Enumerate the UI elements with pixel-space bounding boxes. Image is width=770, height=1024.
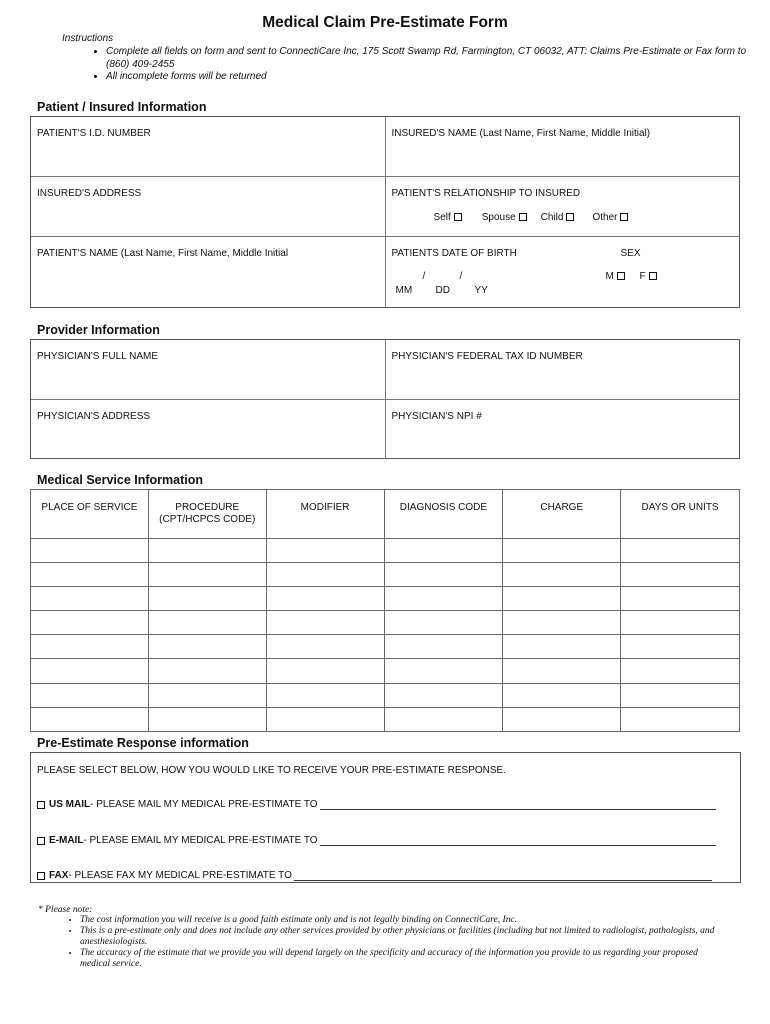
insured-address-field[interactable] xyxy=(31,177,385,236)
form-title: Medical Claim Pre-Estimate Form xyxy=(262,14,508,31)
table-row xyxy=(31,611,740,635)
table-cell[interactable] xyxy=(148,683,266,707)
tax-id-field[interactable] xyxy=(385,340,740,399)
response-box xyxy=(30,752,741,883)
table-cell[interactable] xyxy=(621,659,740,683)
table-cell[interactable] xyxy=(31,659,149,683)
table-cell[interactable] xyxy=(384,539,503,563)
fax-option[interactable] xyxy=(37,870,712,881)
table-cell[interactable] xyxy=(621,635,740,659)
response-prompt: PLEASE SELECT BELOW, HOW YOU WOULD LIKE TO RECEIVE YOUR PRE-ESTIMATE RESPONSE. xyxy=(37,765,507,776)
table-cell[interactable] xyxy=(148,707,266,731)
patient-id-field[interactable] xyxy=(31,117,385,176)
table-cell[interactable] xyxy=(503,707,621,731)
checkbox-icon[interactable] xyxy=(566,213,574,221)
col-charge: CHARGE xyxy=(503,490,621,539)
table-cell[interactable] xyxy=(384,611,503,635)
col-place-of-service: PLACE OF SERVICE xyxy=(31,490,149,539)
table-cell[interactable] xyxy=(621,539,740,563)
table-cell[interactable] xyxy=(384,707,503,731)
insured-name-field[interactable] xyxy=(385,117,740,176)
checkbox-icon[interactable] xyxy=(454,213,462,221)
physician-name-field[interactable] xyxy=(31,340,385,399)
table-cell[interactable] xyxy=(266,659,384,683)
col-procedure: PROCEDURE (CPT/HCPCS CODE) xyxy=(148,490,266,539)
checkbox-icon[interactable] xyxy=(649,272,657,280)
table-row xyxy=(31,707,740,731)
relationship-self-option[interactable]: Self xyxy=(434,212,462,223)
instructions xyxy=(62,33,770,84)
table-cell[interactable] xyxy=(621,587,740,611)
relationship-child-option[interactable]: Child xyxy=(541,212,575,223)
email-option[interactable] xyxy=(37,835,716,846)
table-cell[interactable] xyxy=(31,611,149,635)
email-text: - PLEASE EMAIL MY MEDICAL PRE-ESTIMATE TO xyxy=(83,835,318,846)
fax-label: FAX xyxy=(49,870,69,881)
table-cell[interactable] xyxy=(621,563,740,587)
fax-number-input[interactable] xyxy=(294,870,712,881)
dob-sex-field xyxy=(385,237,740,307)
instruction-item: • Complete all fields on form and sent to ConnectiCare Inc, 175 Scott Swamp Rd, Farmington, CT 06032, ATT: Claims Pre-Estimate or Fax form to (860) 409-2455 xyxy=(106,46,770,71)
checkbox-icon[interactable] xyxy=(37,801,45,809)
patient-info-box xyxy=(30,116,740,308)
table-cell[interactable] xyxy=(503,635,621,659)
checkbox-icon[interactable] xyxy=(617,272,625,280)
table-cell[interactable] xyxy=(148,635,266,659)
table-cell[interactable] xyxy=(384,659,503,683)
dob-day-label: DD xyxy=(435,285,450,296)
table-row xyxy=(31,683,740,707)
table-row xyxy=(31,587,740,611)
table-row xyxy=(31,635,740,659)
us-mail-label: US MAIL xyxy=(49,799,91,810)
table-cell[interactable] xyxy=(384,563,503,587)
table-cell[interactable] xyxy=(31,683,149,707)
table-cell[interactable] xyxy=(266,539,384,563)
table-cell[interactable] xyxy=(31,539,149,563)
response-section-heading: Pre-Estimate Response information xyxy=(37,736,249,750)
col-days-or-units: DAYS OR UNITS xyxy=(621,490,740,539)
table-cell[interactable] xyxy=(148,659,266,683)
dob-year-label: YY xyxy=(474,285,488,296)
table-cell[interactable] xyxy=(266,635,384,659)
table-cell[interactable] xyxy=(503,539,621,563)
checkbox-icon[interactable] xyxy=(37,837,45,845)
instruction-item: • All incomplete forms will be returned xyxy=(106,71,770,84)
table-cell[interactable] xyxy=(148,563,266,587)
relationship-field xyxy=(385,177,740,236)
service-section-heading: Medical Service Information xyxy=(37,473,204,487)
table-cell[interactable] xyxy=(31,707,149,731)
table-cell[interactable] xyxy=(621,611,740,635)
table-row xyxy=(31,539,740,563)
col-modifier: MODIFIER xyxy=(266,490,384,539)
relationship-spouse-option[interactable]: Spouse xyxy=(482,212,527,223)
note-item: • The accuracy of the estimate that we provide you will depend largely on the specificity and accuracy of the information you provide to us regarding your proposed medical service. xyxy=(80,948,718,970)
email-address-input[interactable] xyxy=(320,835,716,846)
table-cell[interactable] xyxy=(384,683,503,707)
us-mail-option[interactable] xyxy=(37,799,716,810)
notes-label: * Please note: xyxy=(38,905,93,915)
checkbox-icon[interactable] xyxy=(37,872,45,880)
email-label: E-MAIL xyxy=(49,835,84,846)
sex-male-option[interactable]: M xyxy=(606,271,625,282)
sex-female-option[interactable]: F xyxy=(640,271,657,282)
table-row xyxy=(31,563,740,587)
patient-name-field[interactable] xyxy=(31,237,385,307)
instructions-label: Instructions xyxy=(62,33,114,44)
table-cell[interactable] xyxy=(503,563,621,587)
physician-name-label: PHYSICIAN'S FULL NAME xyxy=(37,351,159,362)
table-cell[interactable] xyxy=(621,707,740,731)
dob-label: PATIENTS DATE OF BIRTH xyxy=(391,248,517,259)
col-diagnosis-code: DIAGNOSIS CODE xyxy=(384,490,503,539)
note-item: • This is a pre-estimate only and does not include any other services provided by other physicians or facilities (including but not limited to radiologist, pathologists, and anesthesiologists. xyxy=(80,926,718,948)
table-cell[interactable] xyxy=(266,611,384,635)
table-cell[interactable] xyxy=(384,635,503,659)
dob-month-label: MM xyxy=(395,285,413,296)
patient-section-heading: Patient / Insured Information xyxy=(37,100,207,114)
patient-id-label: PATIENT'S I.D. NUMBER xyxy=(37,128,151,139)
table-cell[interactable] xyxy=(621,683,740,707)
sex-label: SEX xyxy=(620,248,641,259)
insured-name-label: INSURED'S NAME (Last Name, First Name, Middle Initial) xyxy=(391,128,651,139)
table-cell[interactable] xyxy=(148,539,266,563)
table-cell[interactable] xyxy=(31,635,149,659)
table-cell[interactable] xyxy=(266,563,384,587)
physician-address-field[interactable] xyxy=(31,400,385,459)
table-cell[interactable] xyxy=(266,707,384,731)
fax-text: - PLEASE FAX MY MEDICAL PRE-ESTIMATE TO xyxy=(68,870,292,881)
insured-address-label: INSURED'S ADDRESS xyxy=(37,188,142,199)
npi-field[interactable] xyxy=(385,400,740,459)
table-cell[interactable] xyxy=(384,587,503,611)
table-cell[interactable] xyxy=(503,587,621,611)
table-cell[interactable] xyxy=(31,563,149,587)
us-mail-address-input[interactable] xyxy=(320,799,716,810)
provider-section-heading: Provider Information xyxy=(37,323,160,337)
table-cell[interactable] xyxy=(31,587,149,611)
checkbox-icon[interactable] xyxy=(519,213,527,221)
table-cell[interactable] xyxy=(266,587,384,611)
table-cell[interactable] xyxy=(148,611,266,635)
service-table xyxy=(30,489,740,732)
notes-section xyxy=(38,905,718,970)
table-row xyxy=(31,659,740,683)
checkbox-icon[interactable] xyxy=(620,213,628,221)
us-mail-text: - PLEASE MAIL MY MEDICAL PRE-ESTIMATE TO xyxy=(90,799,318,810)
provider-info-box xyxy=(30,339,740,459)
dob-separator: / xyxy=(422,271,426,282)
relationship-other-option[interactable]: Other xyxy=(592,212,628,223)
npi-label: PHYSICIAN'S NPI # xyxy=(391,411,482,422)
note-item: • The cost information you will receive is a good faith estimate only and is not legally binding on ConnectiCare, Inc. xyxy=(80,915,718,926)
relationship-label: PATIENT'S RELATIONSHIP TO INSURED xyxy=(391,188,581,199)
table-cell[interactable] xyxy=(503,611,621,635)
table-cell[interactable] xyxy=(266,683,384,707)
table-cell[interactable] xyxy=(503,683,621,707)
physician-address-label: PHYSICIAN'S ADDRESS xyxy=(37,411,151,422)
table-cell[interactable] xyxy=(148,587,266,611)
tax-id-label: PHYSICIAN'S FEDERAL TAX ID NUMBER xyxy=(391,351,583,362)
patient-name-label: PATIENT'S NAME (Last Name, First Name, Middle Initial xyxy=(37,248,289,259)
table-cell[interactable] xyxy=(503,659,621,683)
dob-separator: / xyxy=(459,271,463,282)
